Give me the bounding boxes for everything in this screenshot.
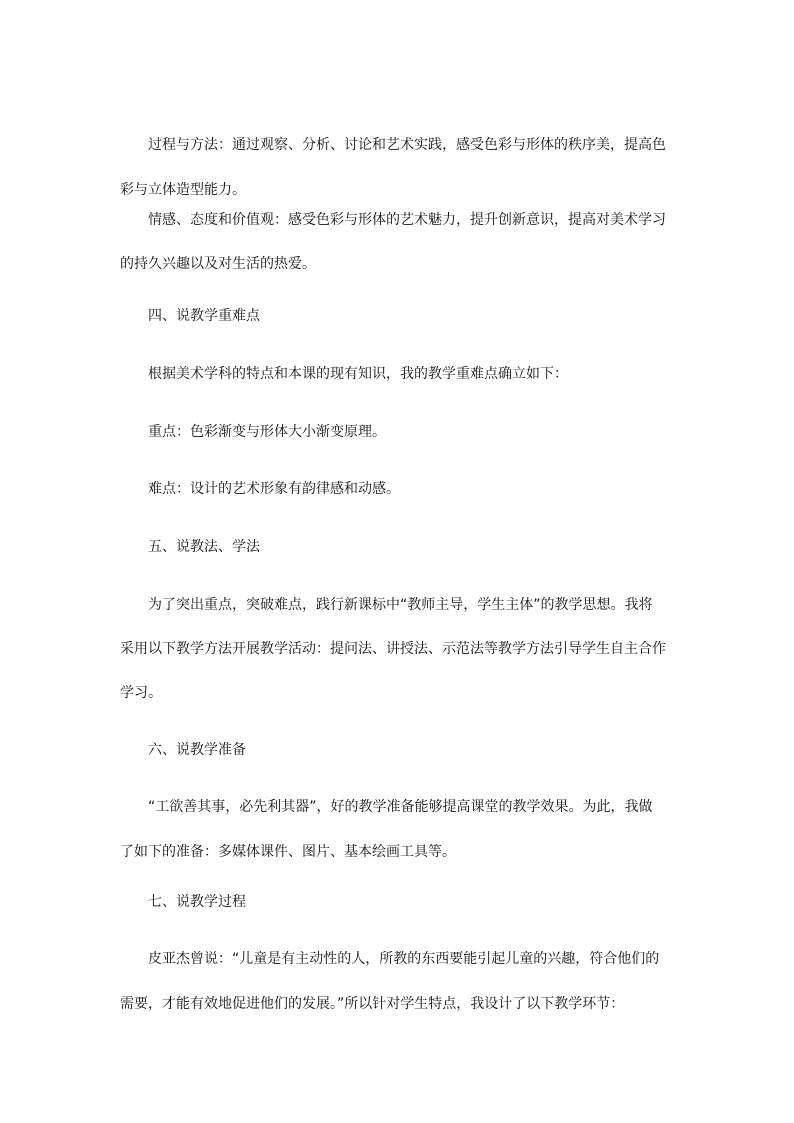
paragraph-difficulty-intro bbox=[120, 360, 680, 389]
paragraph-line: 重点：色彩渐变与形体大小渐变原理。 bbox=[148, 424, 386, 440]
paragraph-line: 了如下的准备：多媒体课件、图片、基本绘画工具等。 bbox=[120, 844, 456, 860]
paragraph-process-method bbox=[120, 131, 680, 205]
section-heading-6: 六、说教学准备 bbox=[148, 742, 246, 758]
paragraph-key-point bbox=[120, 418, 680, 447]
paragraph-line: 难点：设计的艺术形象有韵律感和动感。 bbox=[148, 481, 400, 497]
paragraph-line: 学习。 bbox=[120, 685, 162, 701]
paragraph-line: 过程与方法：通过观察、分析、讨论和艺术实践，感受色彩与形体的秩序美，提高色 bbox=[148, 137, 666, 153]
section-heading-4: 四、说教学重难点 bbox=[148, 308, 260, 324]
paragraph-line: 彩与立体造型能力。 bbox=[120, 182, 246, 198]
paragraph-preparation bbox=[120, 793, 680, 867]
section-heading-5: 五、说教法、学法 bbox=[148, 539, 260, 555]
paragraph-line: 采用以下教学方法开展教学活动：提问法、讲授法、示范法等教学方法引导学生自主合作 bbox=[120, 641, 666, 657]
paragraph-line: 皮亚杰曾说：“儿童是有主动性的人，所教的东西要能引起儿童的兴趣，符合他们的 bbox=[148, 951, 660, 967]
paragraph-line: “工欲善其事，必先利其器”，好的教学准备能够提高课堂的教学效果。为此，我做 bbox=[148, 799, 653, 815]
section-heading-7: 七、说教学过程 bbox=[148, 894, 246, 910]
paragraph-line: 需要，才能有效地促进他们的发展。”所以针对学生特点，我设计了以下教学环节： bbox=[120, 996, 625, 1012]
paragraph-piaget-quote bbox=[120, 945, 680, 1019]
paragraph-emotion-values bbox=[120, 206, 680, 279]
paragraph-line: 根据美术学科的特点和本课的现有知识，我的教学重难点确立如下： bbox=[148, 366, 568, 382]
paragraph-line: 的持久兴趣以及对生活的热爱。 bbox=[120, 256, 316, 272]
paragraph-methods bbox=[120, 591, 680, 708]
paragraph-line: 为了突出重点，突破难点，践行新课标中“教师主导，学生主体”的教学思想。我将 bbox=[148, 597, 653, 613]
paragraph-difficult-point bbox=[120, 475, 680, 504]
paragraph-line: 情感、态度和价值观：感受色彩与形体的艺术魅力，提升创新意识，提高对美术学习 bbox=[148, 212, 666, 228]
